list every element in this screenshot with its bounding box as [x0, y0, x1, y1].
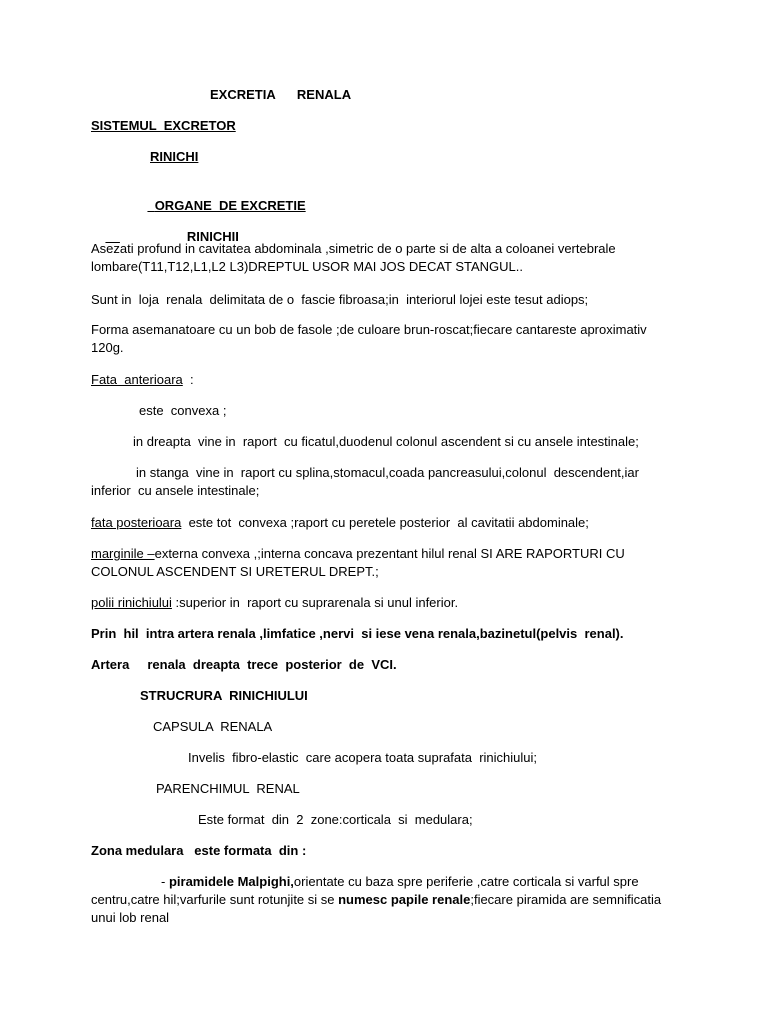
- fata-anterioara-line: [91, 371, 194, 389]
- paragraph-loja: Sunt in loja renala delimitata de o fascie fibroasa;in interiorul lojei este tesut adiops;: [91, 292, 589, 307]
- paragraph-convexa: este convexa ;: [139, 403, 227, 418]
- heading-organe-text: ORGANE DE EXCRETIE: [154, 198, 306, 213]
- marginile-label: marginile –: [91, 546, 155, 561]
- paragraph-asezare: Asezati profund in cavitatea abdominala ,simetric de o parte si de alta a coloanei vertebrale lombare(T11,T12,L1,L2 L3)DREPTUL USOR MAI JOS DECAT STANGUL..: [91, 241, 616, 274]
- document-title: EXCRETIA RENALA: [210, 87, 352, 102]
- piramide-dash: -: [161, 874, 169, 889]
- fata-posterioara-label: fata posterioara: [91, 515, 182, 530]
- paragraph-in-dreapta: in dreapta vine in raport cu ficatul,duodenul colonul ascendent si cu ansele intestinale;: [133, 434, 639, 449]
- fata-posterioara-tail: este tot convexa ;raport cu peretele posterior al cavitatii abdominale;: [181, 515, 589, 530]
- paragraph-artera: Artera renala dreapta trece posterior de VCI.: [91, 657, 397, 672]
- paragraph-forma: Forma asemanatoare cu un bob de fasole ;de culoare brun-roscat;fiecare cantareste aproximativ 120g.: [91, 322, 647, 355]
- heading-capsula: CAPSULA RENALA: [153, 719, 273, 734]
- polii-tail: :superior in raport cu suprarenala si unul inferior.: [171, 595, 459, 610]
- paragraph-format: Este format din 2 zone:corticala si medulara;: [198, 812, 473, 827]
- paragraph-in-stanga: in stanga vine in raport cu splina,stomacul,coada pancreasului,colonul descendent,iar: [136, 465, 639, 480]
- paragraph-hil: Prin hil intra artera renala ,limfatice ,nervi si iese vena renala,bazinetul(pelvis renal).: [91, 626, 624, 641]
- paragraph-invelis: Invelis fibro-elastic care acopera toata suprafata rinichiului;: [188, 750, 538, 765]
- paragraph-in-stanga-cont: inferior cu ansele intestinale;: [91, 483, 260, 498]
- heading-structura: STRUCRURA RINICHIULUI: [140, 688, 308, 703]
- marginile-tail: externa convexa ,;interna concava prezentant hilul renal SI ARE RAPORTURI CU COLONUL ASCENDENT SI URETERUL DREPT.;: [91, 546, 625, 579]
- polii-label: polii rinichiului: [91, 595, 172, 610]
- polii-line: [91, 594, 458, 612]
- heading-sistemul-excretor: SISTEMUL EXCRETOR: [91, 118, 236, 133]
- piramide-text-2: ;fiecare piramida are semnificatia unui lob renal: [91, 892, 662, 925]
- marginile-paragraph: [91, 545, 651, 581]
- piramide-papile: numesc papile renale: [338, 892, 471, 907]
- heading-rinichii: RINICHII: [186, 229, 239, 244]
- fata-anterioara-label: Fata anterioara: [91, 372, 183, 387]
- heading-parenchim: PARENCHIMUL RENAL: [156, 781, 300, 796]
- fata-posterioara-line: [91, 514, 589, 532]
- piramide-text-1: orientate cu baza spre periferie ,catre corticala si varful spre centru,catre hil;varfurile sunt rotunjite si se: [91, 874, 639, 907]
- heading-rinichi: RINICHI: [150, 149, 199, 164]
- piramide-name: piramidele Malpighi,: [168, 874, 294, 889]
- paragraph-piramide: [91, 873, 671, 927]
- fata-anterioara-tail: :: [182, 372, 194, 387]
- heading-zona-medulara: Zona medulara este formata din :: [91, 843, 307, 858]
